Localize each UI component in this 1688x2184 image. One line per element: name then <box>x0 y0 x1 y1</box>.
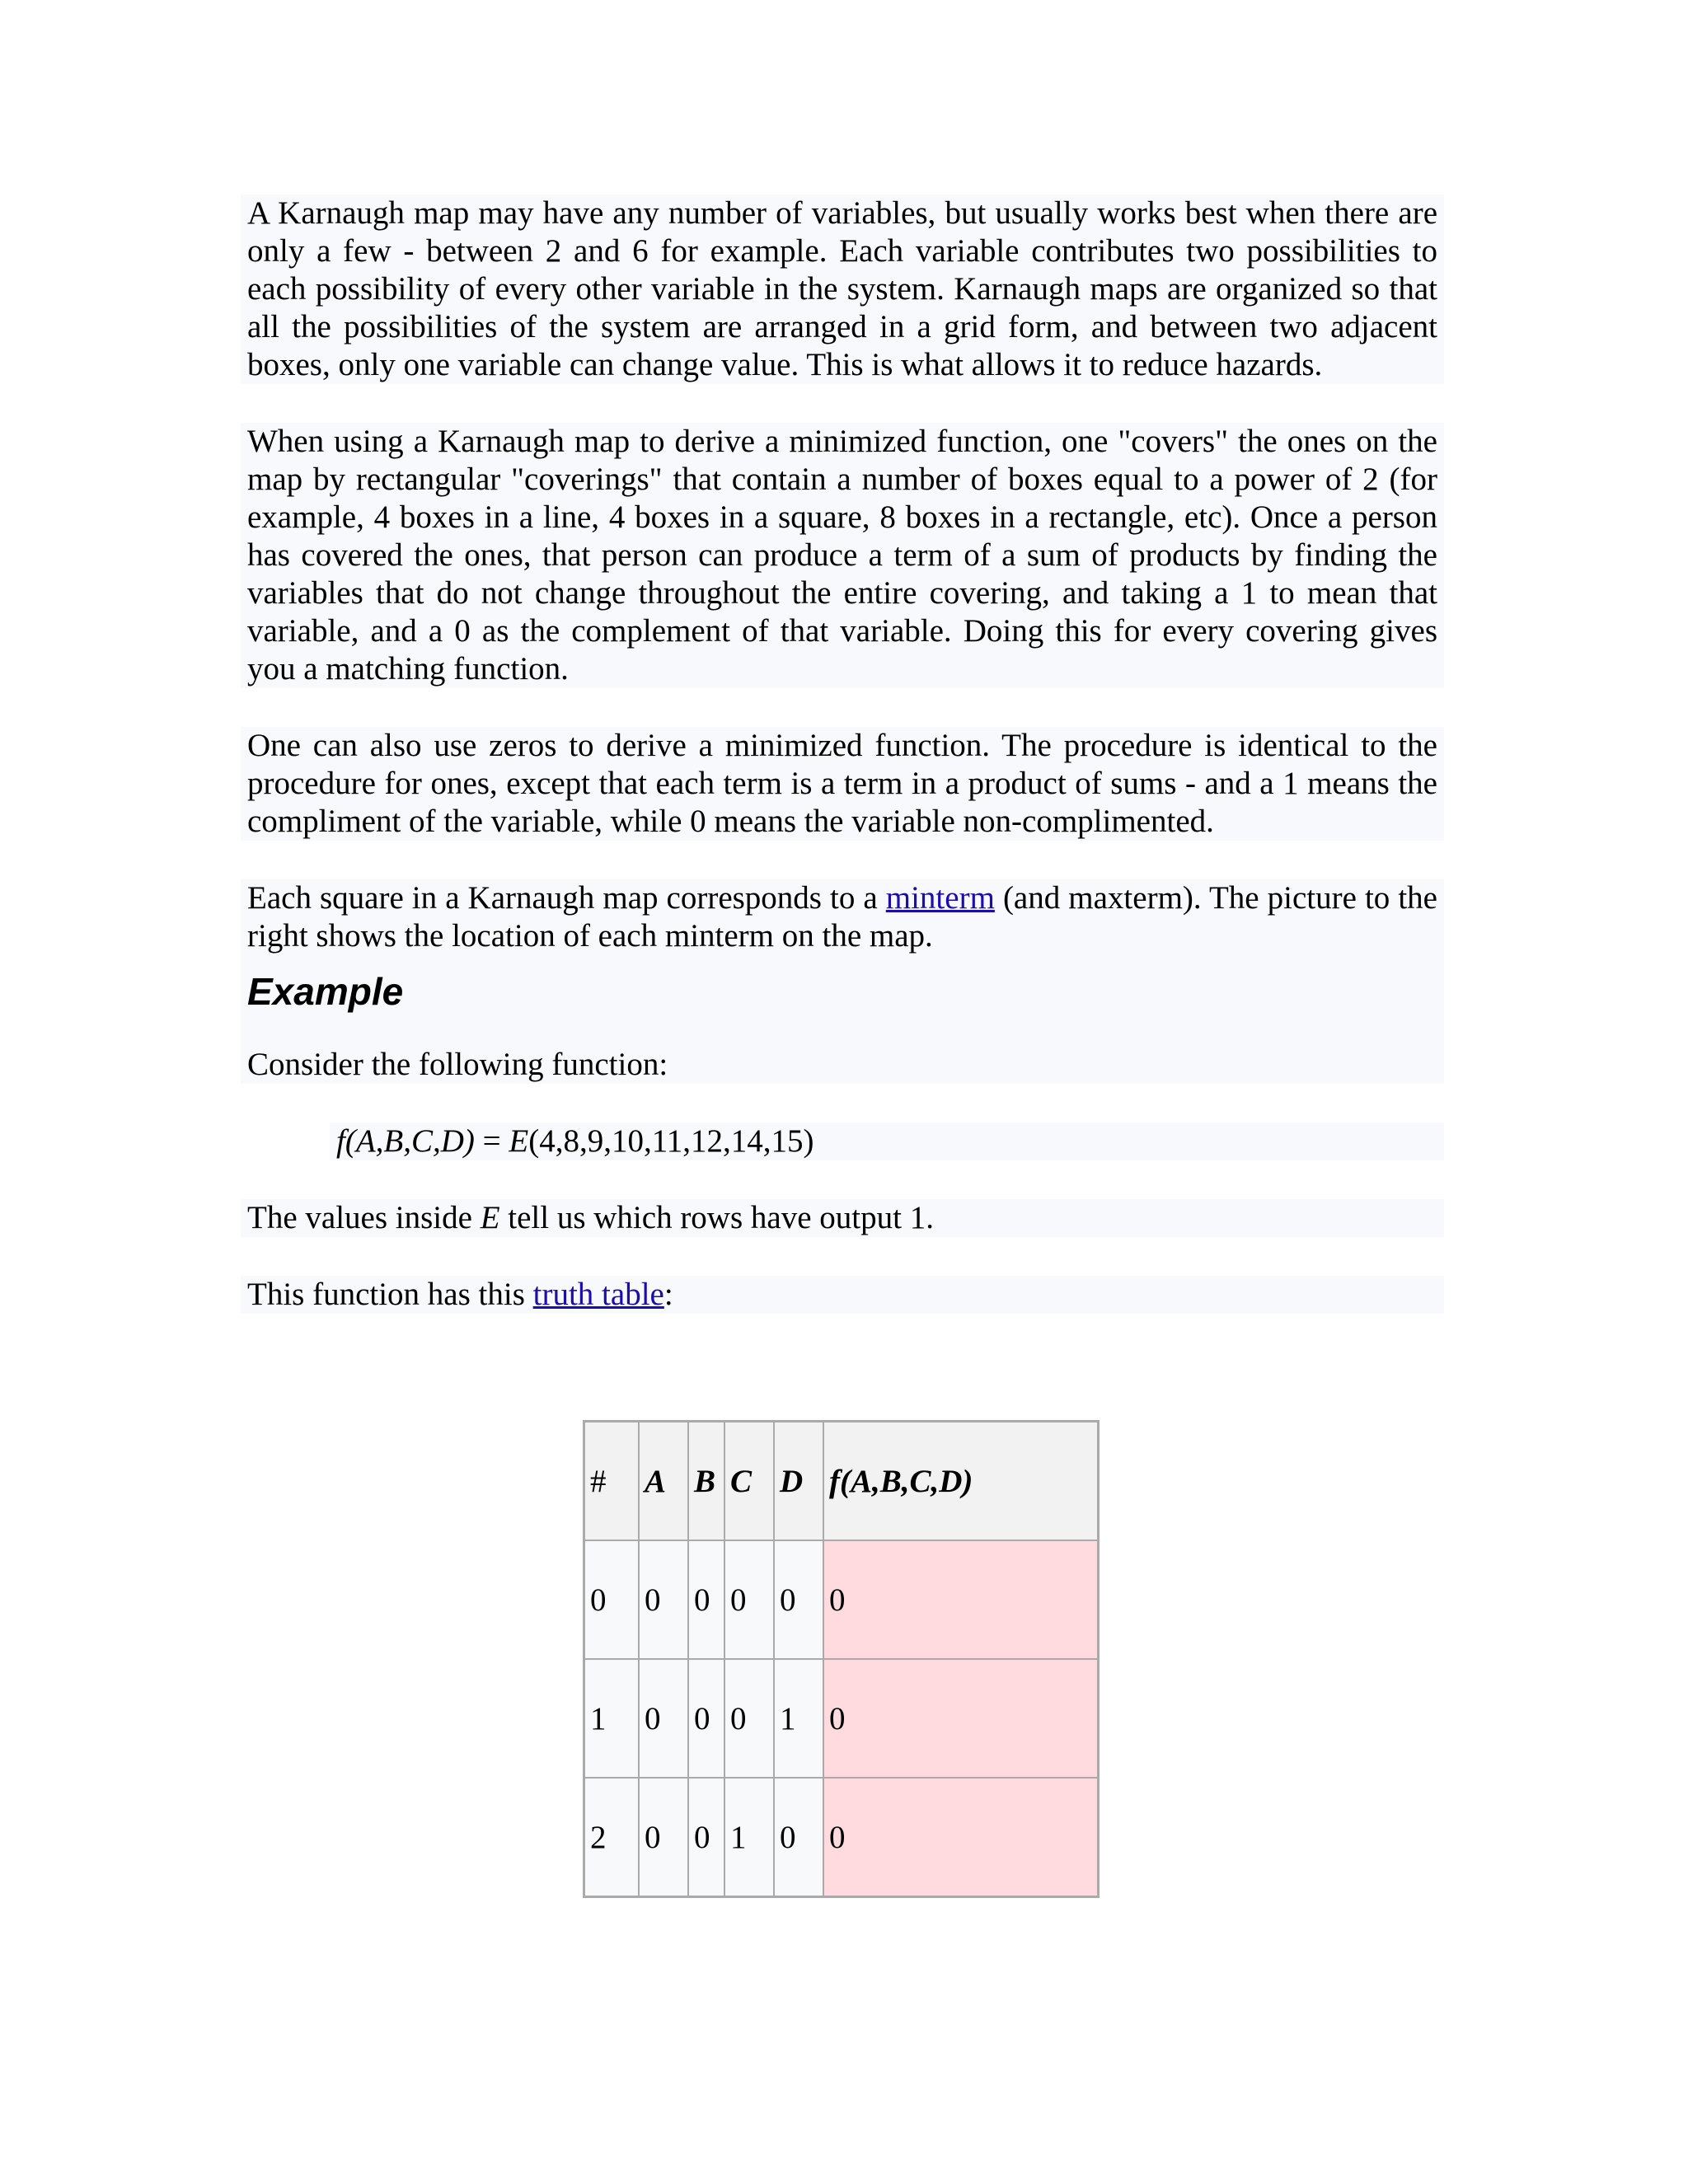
truth-text-after: : <box>663 1277 673 1312</box>
table-cell-a: 0 <box>639 1659 688 1778</box>
table-cell-a: 0 <box>639 1540 688 1659</box>
table-cell-output: 0 <box>823 1659 1099 1778</box>
table-row <box>584 1540 1099 1659</box>
table-cell-output: 0 <box>823 1778 1099 1897</box>
consider-text: Consider the following function: <box>241 1046 1444 1084</box>
table-cell-c: 0 <box>724 1540 774 1659</box>
column-header-b: B <box>688 1422 724 1541</box>
article-body <box>241 194 1444 1314</box>
truth-table-intro <box>241 1276 1444 1314</box>
truth-table-link[interactable]: truth table <box>532 1277 664 1312</box>
table-cell-d: 0 <box>774 1778 823 1897</box>
paragraph-gap <box>241 1160 1444 1199</box>
paragraph-gap <box>241 841 1444 879</box>
table-cell-d: 1 <box>774 1659 823 1778</box>
table-row <box>584 1659 1099 1778</box>
values-explanation <box>241 1199 1444 1237</box>
column-header-index: # <box>584 1422 640 1541</box>
paragraph-zeros: One can also use zeros to derive a minimized function. The procedure is identical to the procedure for ones, except that each term is a term in a product of sums - and a 1 means the compliment of the variable, while 0 means the variable non-complimented. <box>241 727 1444 841</box>
formula-args: (A,B,C,D) <box>345 1123 475 1159</box>
table-cell-d: 0 <box>774 1540 823 1659</box>
values-text-after: tell us which rows have output 1. <box>499 1200 934 1235</box>
column-header-output: f(A,B,C,D) <box>823 1422 1099 1541</box>
table-cell-b: 0 <box>688 1778 724 1897</box>
table-cell-a: 0 <box>639 1778 688 1897</box>
minterm-text-after: (and maxterm). The picture to the right shows the location of each minterm on the map. <box>247 880 1437 954</box>
table-row <box>584 1778 1099 1897</box>
minterm-link[interactable]: minterm <box>885 880 995 916</box>
example-heading: Example <box>241 955 1444 1046</box>
table-cell-output: 0 <box>823 1540 1099 1659</box>
function-formula <box>330 1122 1444 1160</box>
paragraph-gap <box>241 688 1444 727</box>
minterm-text-before: Each square in a Karnaugh map corresponds to a <box>247 880 886 916</box>
formula-e: E <box>509 1123 529 1159</box>
table-cell-index: 2 <box>584 1778 640 1897</box>
paragraph-gap <box>241 1237 1444 1276</box>
table-cell-index: 1 <box>584 1659 640 1778</box>
truth-text-before: This function has this <box>247 1277 533 1312</box>
values-e: E <box>480 1200 500 1235</box>
paragraph-minterm <box>241 879 1444 955</box>
column-header-a: A <box>639 1422 688 1541</box>
paragraph-gap <box>241 384 1444 423</box>
values-text-before: The values inside <box>247 1200 481 1235</box>
formula-eq: = <box>474 1123 509 1159</box>
paragraph-gap <box>241 1084 1444 1122</box>
table-cell-index: 0 <box>584 1540 640 1659</box>
table-cell-c: 0 <box>724 1659 774 1778</box>
table-cell-b: 0 <box>688 1659 724 1778</box>
column-header-d: D <box>774 1422 823 1541</box>
truth-table <box>583 1420 1100 1898</box>
paragraph-variables: A Karnaugh map may have any number of variables, but usually works best when there are only a few - between 2 and 6 for example. Each variable contributes two possibilities to each possibility of every other variable in the system. Karnaugh maps are organized so that all the possibilities of the system are arranged in a grid form, and between two adjacent boxes, only one variable can change value. This is what allows it to reduce hazards. <box>241 194 1444 384</box>
table-header-row <box>584 1422 1099 1541</box>
formula-func: f <box>336 1123 345 1159</box>
table-cell-b: 0 <box>688 1540 724 1659</box>
formula-values: (4,8,9,10,11,12,14,15) <box>528 1123 814 1159</box>
paragraph-coverings: When using a Karnaugh map to derive a minimized function, one "covers" the ones on the map by rectangular "coverings" that contain a number of boxes equal to a power of 2 (for example, 4 boxes in a line, 4 boxes in a square, 8 boxes in a rectangle, etc). Once a person has covered the ones, that person can produce a term of a sum of products by finding the variables that do not change throughout the entire covering, and taking a 1 to mean that variable, and a 0 as the complement of that variable. Doing this for every covering gives you a matching function. <box>241 423 1444 688</box>
table-cell-c: 1 <box>724 1778 774 1897</box>
column-header-c: C <box>724 1422 774 1541</box>
